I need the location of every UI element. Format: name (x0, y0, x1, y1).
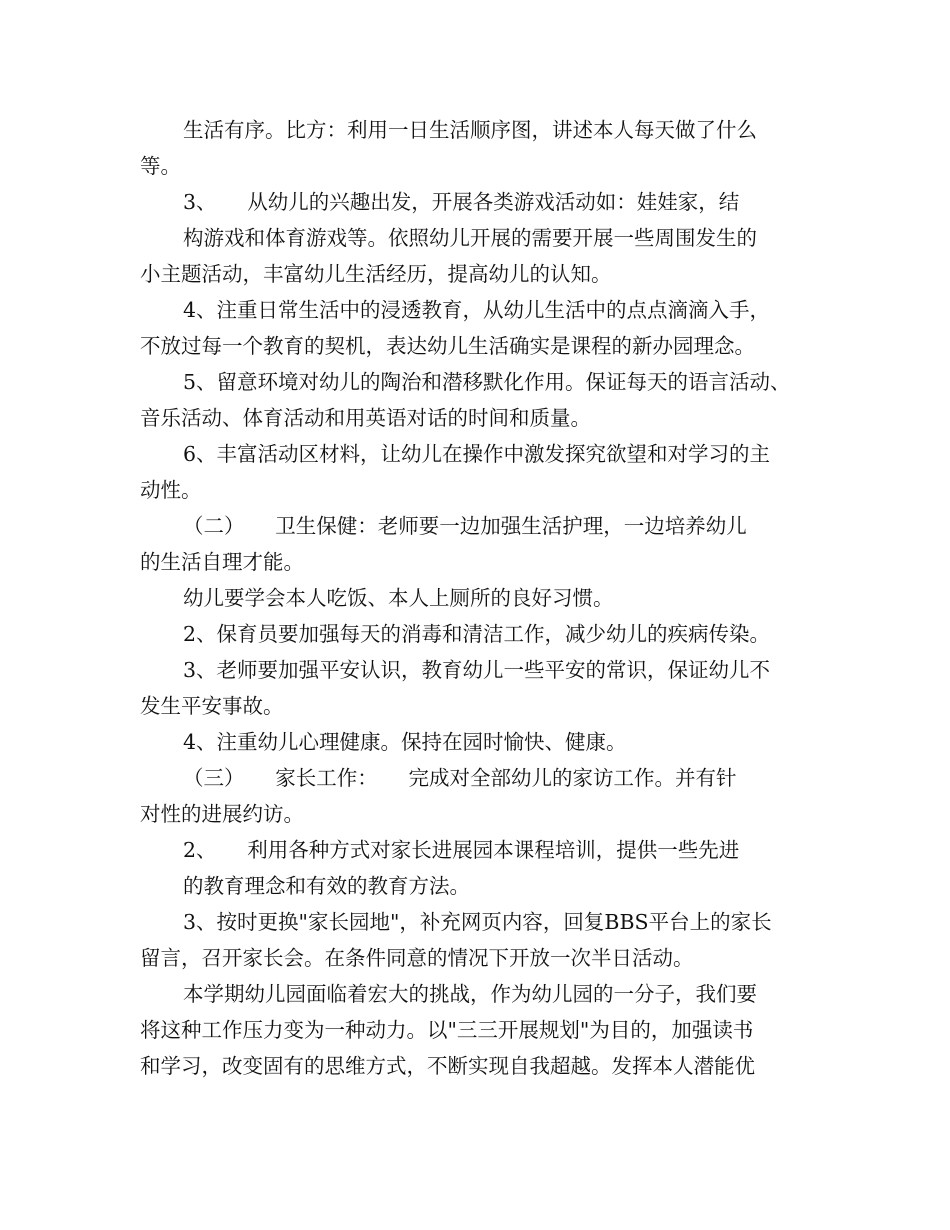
text-line: 等。 (140, 154, 181, 178)
text-line: 4、注重幼儿心理健康。保持在园时愉快、健康。 (183, 730, 627, 754)
text-line: 4、注重日常生活中的浸透教育，从幼儿生活中的点点滴滴入手， (183, 298, 771, 322)
text-line: （二） 卫生保健：老师要一边加强生活护理，一边培养幼儿 (183, 514, 747, 538)
text-line: 的教育理念和有效的教育方法。 (183, 874, 470, 898)
text-line: 6、丰富活动区材料，让幼儿在操作中激发探究欲望和对学习的主 (183, 442, 771, 466)
text-line: 2、 利用各种方式对家长进展园本课程培训，提供一些先进 (183, 838, 740, 862)
text-line: 本学期幼儿园面临着宏大的挑战，作为幼儿园的一分子，我们要 (183, 982, 757, 1006)
text-line: 构游戏和体育游戏等。依照幼儿开展的需要开展一些周围发生的 (183, 226, 757, 250)
text-line: （三） 家长工作： 完成对全部幼儿的家访工作。并有针 (183, 766, 737, 790)
text-line: 幼儿要学会本人吃饭、本人上厕所的良好习惯。 (183, 586, 614, 610)
text-line: 不放过每一个教育的契机，表达幼儿生活确实是课程的新办园理念。 (140, 334, 755, 358)
text-line: 音乐活动、体育活动和用英语对话的时间和质量。 (140, 406, 591, 430)
text-line: 和学习，改变固有的思维方式，不断实现自我超越。发挥本人潜能优 (140, 1054, 755, 1078)
text-line: 对性的进展约访。 (140, 802, 304, 826)
text-line: 生活有序。比方：利用一日生活顺序图，讲述本人每天做了什么 (183, 118, 757, 142)
text-line: 留言，召开家长会。在条件同意的情况下开放一次半日活动。 (140, 946, 694, 970)
text-line: 小主题活动，丰富幼儿生活经历，提高幼儿的认知。 (140, 262, 612, 286)
text-line: 3、 从幼儿的兴趣出发，开展各类游戏活动如：娃娃家，结 (183, 190, 740, 214)
text-line: 将这种工作压力变为一种动力。以"三三开展规划"为目的，加强读书 (140, 1018, 754, 1042)
text-line: 3、老师要加强平安认识，教育幼儿一些平安的常识，保证幼儿不 (183, 658, 771, 682)
text-line: 5、留意环境对幼儿的陶治和潜移默化作用。保证每天的语言活动、 (183, 370, 791, 394)
text-line: 的生活自理才能。 (140, 550, 304, 574)
text-line: 3、按时更换"家长园地"，补充网页内容，回复BBS平台上的家长 (183, 910, 772, 934)
text-line: 发生平安事故。 (140, 694, 284, 718)
text-line: 动性。 (140, 478, 202, 502)
text-line: 2、保育员要加强每天的消毒和清洁工作，减少幼儿的疾病传染。 (183, 622, 771, 646)
